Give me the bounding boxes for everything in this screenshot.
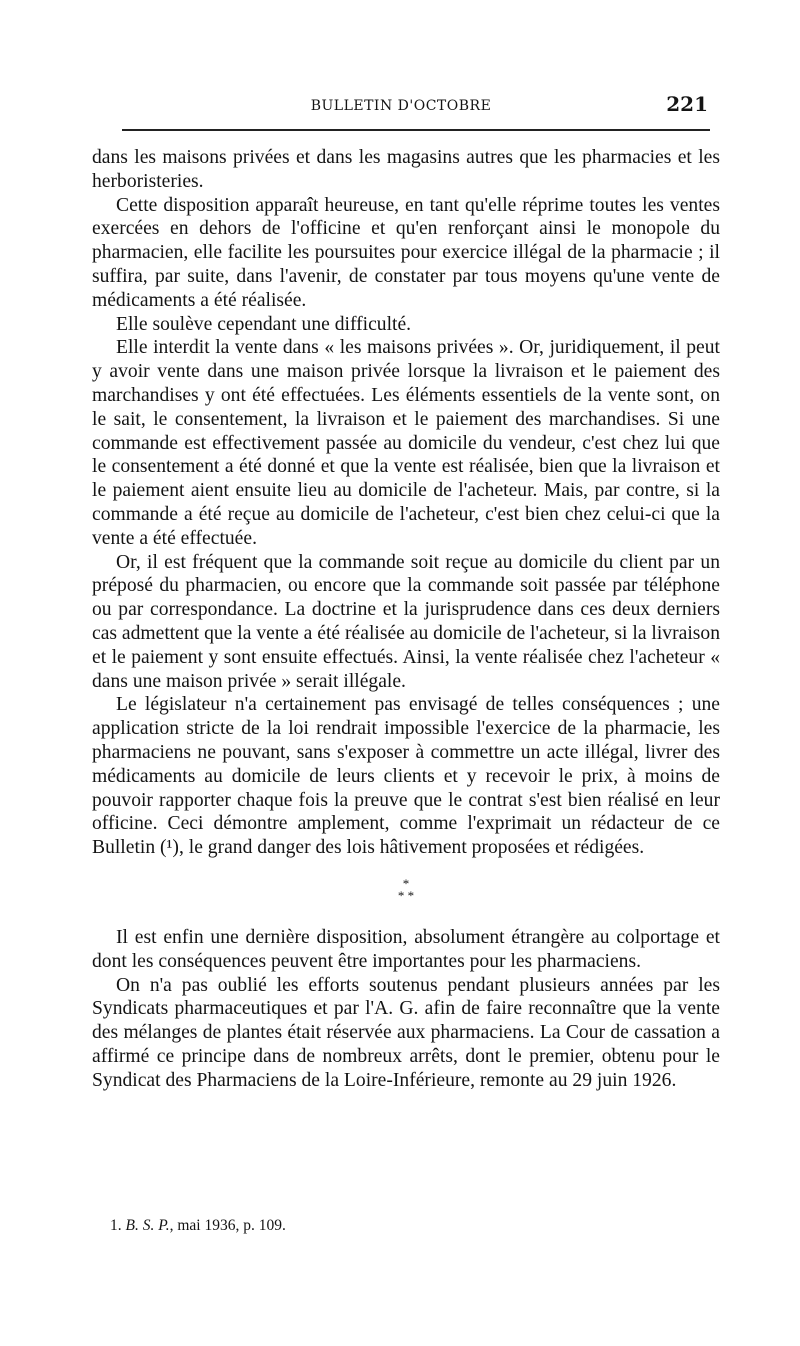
paragraph: On n'a pas oublié les efforts soutenus pendant plusieurs années par les Syndicats pharmaceutiques et par l'A. G. afin de faire reconnaître que la vente des mélanges de plantes était réservée aux pharmaciens. La Cour de cassation a affirmé ce principe dans de nombreux arrêts, dont le premier, obtenu pour le Syndicat des Pharmaciens de la Loire-Inférieure, remonte au 29 juin 1926. [92, 974, 720, 1091]
page-number: 221 [666, 92, 708, 116]
footnote [110, 1217, 286, 1235]
paragraph: Or, il est fréquent que la commande soit reçue au domicile du client par un préposé du pharmacien, ou encore que la commande soit passée par téléphone ou par correspondance. La doctrine et la jurisprudence dans ces deux derniers cas admettent que la vente a été réalisée au domicile de l'acheteur, si la livraison et le paiement y sont ensuite effectués. Ainsi, la vente réalisée chez l'acheteur « dans une maison privée » serait illégale. [92, 551, 720, 692]
footnote-journal: B. S. P. [125, 1217, 170, 1234]
paragraph: Il est enfin une dernière disposition, absolument étrangère au colportage et dont les conséquences peuvent être importantes pour les pharmaciens. [92, 926, 720, 972]
footnote-number: 1. [110, 1217, 122, 1234]
paragraph: Le législateur n'a certainement pas envisagé de telles conséquences ; une application stricte de la loi rendrait impossible l'exercice de la pharmacie, les pharmaciens ne pouvant, sans s'exposer à commettre un acte illégal, livrer des médicaments au domicile de leurs clients et y recevoir le prix, à moins de pouvoir rapporter chaque fois la preuve que le contrat s'est bien réalisé en leur officine. Ceci démontre amplement, comme l'exprimait un rédacteur de ce Bulletin (¹), le grand danger des lois hâtivement proposées et rédigées. [92, 694, 720, 859]
paragraph: Elle interdit la vente dans « les maisons privées ». Or, juridiquement, il peut y avoir vente dans une maison privée lorsque la livraison et le paiement des marchandises y ont été effectuées. Les éléments essentiels de la vente sont, on le sait, le consentement, la livraison et le paiement des marchandises. Si une commande est effectivement passée au domicile du vendeur, c'est chez lui que le consentement a été donné et que la vente est réalisée, bien que la livraison et le paiement aient ensuite lieu au domicile de l'acheteur. Mais, par contre, si la commande a été reçue au domicile de l'acheteur, c'est bien chez celui-ci que la vente a été effectuée. [92, 337, 720, 549]
paragraph: Elle soulève cependant une difficulté. [116, 313, 412, 335]
body-text [92, 146, 720, 1092]
asterism-separator [92, 875, 720, 903]
page-header [92, 94, 710, 124]
paragraph: Cette disposition apparaît heureuse, en tant qu'elle réprime toutes les ventes exercées en dehors de l'officine et qu'en renforçant ainsi le monopole du pharmacien, elle facilite les poursuites pour exercice illégal de la pharmacie ; il suffira, par suite, dans l'avenir, de constater par tous moyens qu'une vente de médicaments a été réalisée. [92, 194, 720, 311]
running-title: BULLETIN D'OCTOBRE [310, 98, 492, 114]
footnote-details: , mai 1936, p. 109. [169, 1217, 286, 1234]
header-rule [122, 129, 710, 131]
asterism-bottom: * * [397, 887, 415, 903]
asterism-top: * [402, 875, 410, 891]
paragraph: dans les maisons privées et dans les magasins autres que les pharmacies et les herboristeries. [92, 147, 720, 192]
